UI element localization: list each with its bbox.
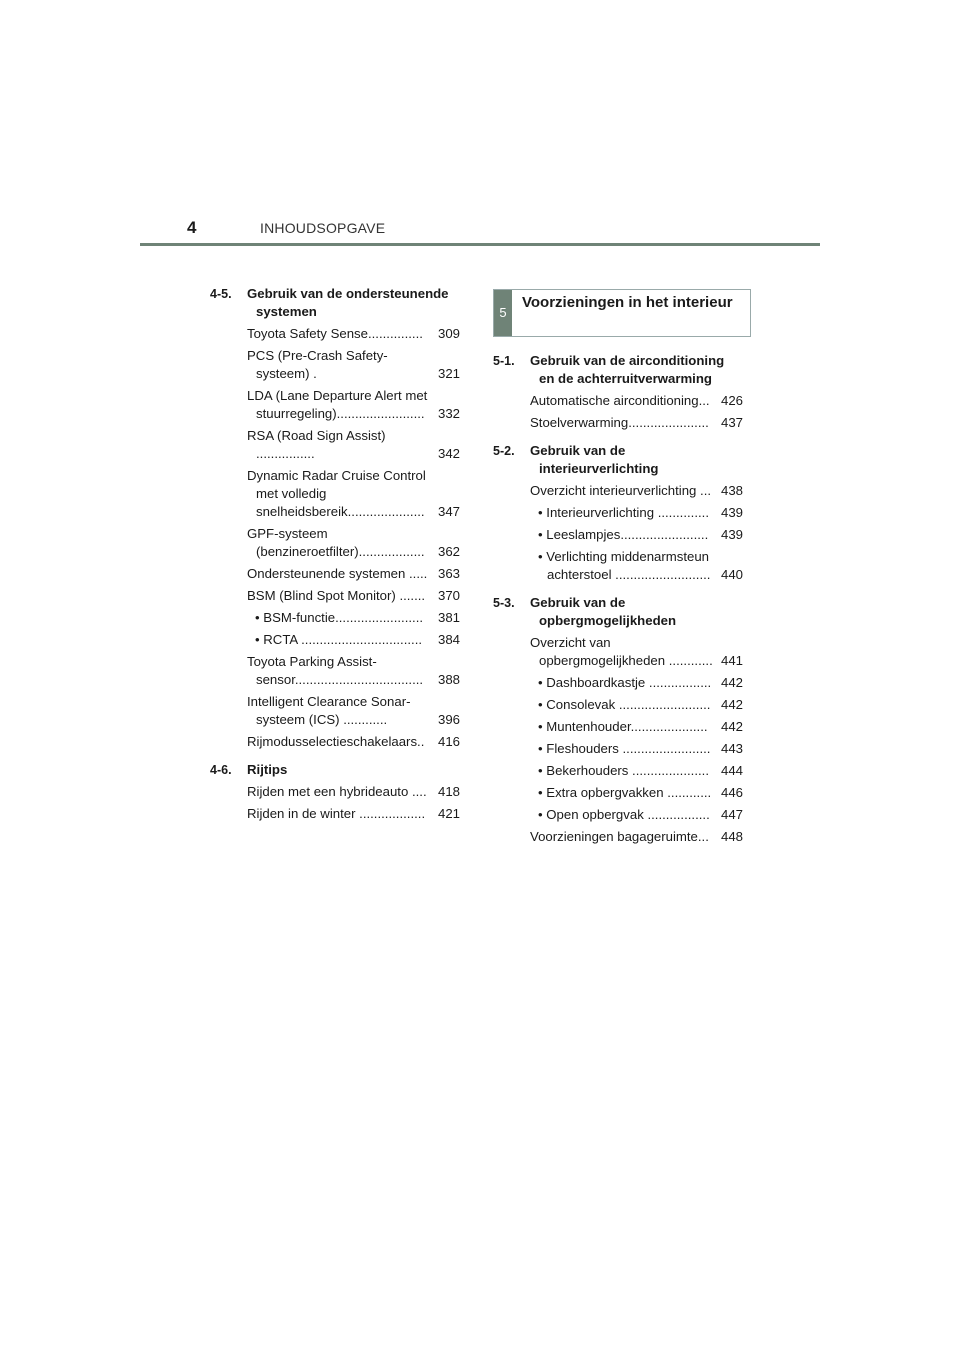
toc-section xyxy=(493,442,743,478)
entry-label: • Leeslampjes........................ xyxy=(538,527,709,542)
toc-entry[interactable] xyxy=(247,653,460,689)
entry-label: • Consolevak ......................... xyxy=(538,697,711,712)
chapter-number: 5 xyxy=(494,290,512,336)
toc-entry[interactable] xyxy=(247,733,460,751)
toc-entry[interactable] xyxy=(247,525,460,561)
entry-page: 370 xyxy=(437,588,460,603)
entry-page: 418 xyxy=(437,784,460,799)
toc-subentry[interactable] xyxy=(538,784,743,802)
toc-subentry[interactable] xyxy=(538,762,743,780)
toc-subentry[interactable] xyxy=(538,806,743,824)
entry-label: BSM (Blind Spot Monitor) ....... xyxy=(247,588,426,603)
toc-entry[interactable] xyxy=(247,693,460,729)
entry-label: • BSM-functie........................ xyxy=(255,610,424,625)
entry-page: 442 xyxy=(720,675,743,690)
toc-entry[interactable] xyxy=(247,347,460,383)
entry-page: 438 xyxy=(720,483,743,498)
toc-subentry[interactable] xyxy=(538,740,743,758)
entry-label: • Fleshouders ........................ xyxy=(538,741,711,756)
chapter-title: Voorzieningen in het interieur xyxy=(522,294,733,311)
toc-section xyxy=(493,352,743,388)
entry-page: 396 xyxy=(437,712,460,727)
toc-section xyxy=(210,761,460,779)
toc-subentry[interactable] xyxy=(255,609,460,627)
toc-subentry[interactable] xyxy=(538,696,743,714)
entry-page: 321 xyxy=(437,366,460,381)
toc-entry[interactable] xyxy=(247,427,460,463)
entry-page: 447 xyxy=(720,807,743,822)
toc-subentry[interactable] xyxy=(538,548,743,584)
entry-page: 416 xyxy=(437,734,460,749)
entry-label: Stoelverwarming...................... xyxy=(530,415,709,430)
header-rule xyxy=(140,243,820,246)
entry-label: PCS (Pre-Crash Safety-systeem) . xyxy=(247,348,388,381)
entry-label: • RCTA ................................. xyxy=(255,632,423,647)
entry-page: 443 xyxy=(720,741,743,756)
entry-page: 309 xyxy=(437,326,460,341)
entry-page: 347 xyxy=(437,504,460,519)
toc-entry[interactable] xyxy=(530,482,743,500)
entry-label: • Extra opbergvakken ............ xyxy=(538,785,712,800)
toc-subentry[interactable] xyxy=(255,631,460,649)
entry-label: Toyota Safety Sense............... xyxy=(247,326,423,341)
toc-entry[interactable] xyxy=(247,387,460,423)
entry-page: 437 xyxy=(720,415,743,430)
toc-entry[interactable] xyxy=(247,587,460,605)
toc-entry[interactable] xyxy=(530,634,743,670)
entry-page: 381 xyxy=(437,610,460,625)
toc-entry[interactable] xyxy=(247,467,460,521)
entry-page: 421 xyxy=(437,806,460,821)
toc-column-left xyxy=(210,285,460,823)
section-title: Gebruik van de opbergmogelijkheden xyxy=(530,595,677,628)
entry-label: RSA (Road Sign Assist) ................ xyxy=(247,428,386,461)
entry-label: Overzicht interieurverlichting ... xyxy=(530,483,712,498)
entry-label: • Bekerhouders ..................... xyxy=(538,763,709,778)
entry-page: 444 xyxy=(720,763,743,778)
entry-page: 446 xyxy=(720,785,743,800)
section-title: Rijtips xyxy=(247,762,288,777)
toc-entry[interactable] xyxy=(530,392,743,410)
toc-entry[interactable] xyxy=(530,414,743,432)
entry-label: LDA (Lane Departure Alert met stuurregeling)........................ xyxy=(247,388,428,421)
entry-page: 439 xyxy=(720,527,743,542)
chapter-heading-box xyxy=(493,289,751,337)
entry-page: 439 xyxy=(720,505,743,520)
toc-entry[interactable] xyxy=(247,565,460,583)
toc-section xyxy=(493,594,743,630)
entry-label: Ondersteunende systemen ..... xyxy=(247,566,428,581)
toc-column-right xyxy=(493,352,743,846)
entry-label: • Verlichting middenarmsteun achterstoel .......................... xyxy=(538,549,711,582)
section-number: 5-3. xyxy=(493,596,515,610)
entry-label: Overzicht van opbergmogelijkheden ............ xyxy=(530,635,713,668)
entry-label: • Dashboardkastje ................. xyxy=(538,675,712,690)
entry-page: 342 xyxy=(437,446,460,461)
toc-subentry[interactable] xyxy=(538,526,743,544)
section-number: 5-2. xyxy=(493,444,515,458)
entry-page: 384 xyxy=(437,632,460,647)
entry-label: Rijmodusselectieschakelaars.. xyxy=(247,734,425,749)
entry-label: Dynamic Radar Cruise Control met volledig snelheidsbereik..................... xyxy=(247,468,426,519)
entry-page: 426 xyxy=(720,393,743,408)
entry-page: 363 xyxy=(437,566,460,581)
entry-label: • Muntenhouder..................... xyxy=(538,719,708,734)
entry-label: Rijden met een hybrideauto .... xyxy=(247,784,427,799)
section-number: 4-6. xyxy=(210,763,232,777)
entry-page: 388 xyxy=(437,672,460,687)
toc-entry[interactable] xyxy=(247,783,460,801)
entry-label: Rijden in de winter .................. xyxy=(247,806,426,821)
entry-label: Intelligent Clearance Sonar-systeem (ICS) ............ xyxy=(247,694,411,727)
entry-page: 332 xyxy=(437,406,460,421)
toc-entry[interactable] xyxy=(247,805,460,823)
entry-label: Voorzieningen bagageruimte... xyxy=(530,829,709,844)
entry-label: GPF-systeem (benzineroetfilter).................. xyxy=(247,526,425,559)
toc-section xyxy=(210,285,460,321)
entry-page: 448 xyxy=(720,829,743,844)
entry-page: 442 xyxy=(720,719,743,734)
entry-page: 440 xyxy=(720,567,743,582)
entry-page: 362 xyxy=(437,544,460,559)
toc-subentry[interactable] xyxy=(538,504,743,522)
section-title: Gebruik van de airconditioning en de achterruitverwarming xyxy=(530,353,725,386)
toc-entry[interactable] xyxy=(247,325,460,343)
entry-label: Toyota Parking Assist-sensor................................... xyxy=(247,654,424,687)
toc-subentry[interactable] xyxy=(538,674,743,692)
section-title: Gebruik van de interieurverlichting xyxy=(530,443,659,476)
toc-subentry[interactable] xyxy=(538,718,743,736)
header-title: INHOUDSOPGAVE xyxy=(260,220,386,236)
entry-page: 442 xyxy=(720,697,743,712)
entry-label: • Open opbergvak ................. xyxy=(538,807,710,822)
entry-label: • Interieurverlichting .............. xyxy=(538,505,709,520)
entry-label: Automatische airconditioning... xyxy=(530,393,710,408)
section-number: 4-5. xyxy=(210,287,232,301)
page-number: 4 xyxy=(187,218,197,237)
section-number: 5-1. xyxy=(493,354,515,368)
toc-entry[interactable] xyxy=(530,828,743,846)
entry-page: 441 xyxy=(720,653,743,668)
section-title: Gebruik van de ondersteunende systemen xyxy=(247,286,449,319)
